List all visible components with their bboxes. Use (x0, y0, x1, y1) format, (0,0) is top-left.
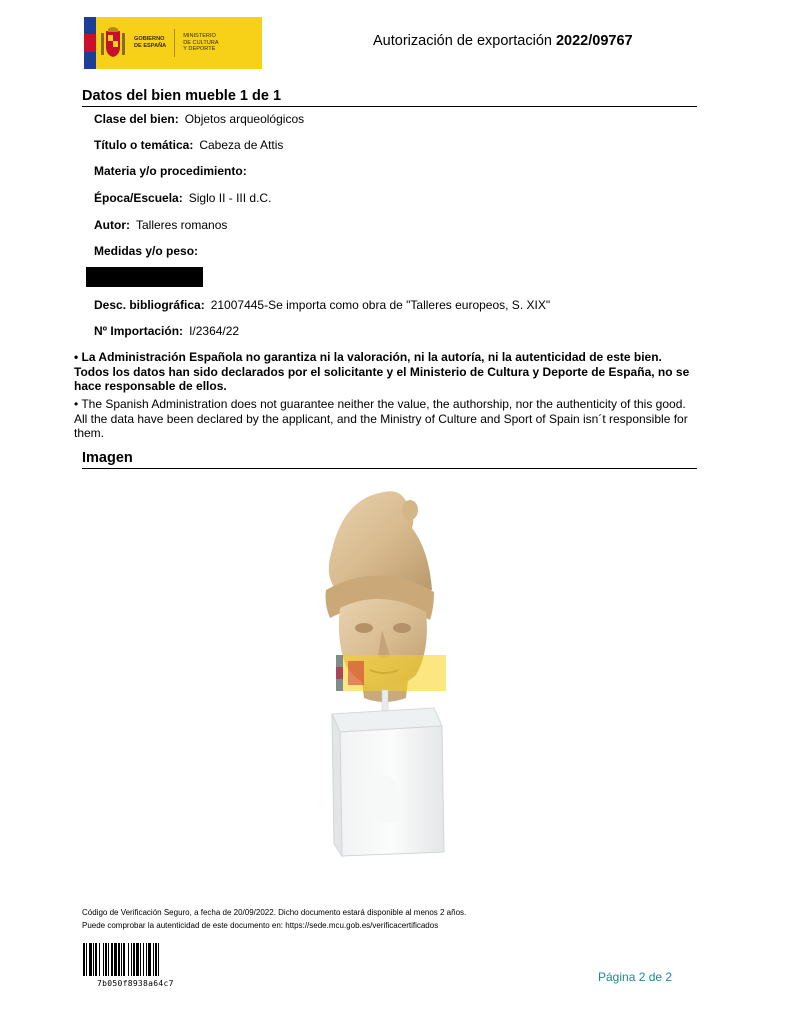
flag-stripes (84, 17, 96, 69)
section-title-item: Datos del bien mueble 1 de 1 (82, 88, 282, 104)
field-titulo: Título o temática: Cabeza de Attis (94, 138, 284, 152)
page-number: Página 2 de 2 (598, 970, 673, 984)
government-logo (84, 17, 262, 69)
section-divider (82, 106, 697, 107)
barcode (83, 943, 201, 976)
verification-code: 7b050f8938a64c7 (97, 979, 174, 988)
logo-government-text: GOBIERNO DE ESPAÑA (134, 36, 167, 49)
section-title-image: Imagen (82, 450, 133, 466)
field-materia: Materia y/o procedimiento: (94, 164, 247, 178)
field-desc-bibliografica: Desc. bibliográfica: 21007445-Se importa como obra de "Talleres europeos, S. XIX" (94, 298, 551, 312)
logo-ministry-text: MINISTERIO DE CULTURA Y DEPORTE (174, 29, 218, 57)
field-medidas: Medidas y/o peso: (94, 244, 199, 258)
field-importacion: Nº Importación: I/2364/22 (94, 324, 240, 338)
object-photo (284, 480, 494, 860)
field-clase: Clase del bien: Objetos arqueológicos (94, 112, 305, 126)
field-autor: Autor: Talleres romanos (94, 218, 228, 232)
disclaimer-spanish: • La Administración Española no garantiza ni la valoración, ni la autoría, ni la autenticidad de este bien. Todos los datos han sido declarados por el solicitante y el Ministerio de Cultura y Deporte de España, no se hace responsable de ellos. (74, 350, 690, 393)
footer-verification-text: Código de Verificación Seguro, a fecha de 20/09/2022. Dicho documento estará disponible al menos 2 años. (82, 908, 467, 917)
section-divider (82, 468, 697, 469)
redacted-block (86, 267, 203, 287)
authorization-title: Autorización de exportación 2022/09767 (373, 33, 633, 49)
field-epoca: Época/Escuela: Siglo II - III d.C. (94, 191, 272, 205)
footer-authenticity-text: Puede comprobar la autenticidad de este documento en: https://sede.mcu.gob.es/verificacertificados (82, 921, 439, 930)
disclaimer-english: • The Spanish Administration does not guarantee neither the value, the authorship, nor the authenticity of this good. All the data have been declared by the applicant, and the Ministry of Culture and Sport of Spain isn´t responsible for them. (74, 397, 688, 440)
coat-of-arms-icon (96, 17, 130, 69)
